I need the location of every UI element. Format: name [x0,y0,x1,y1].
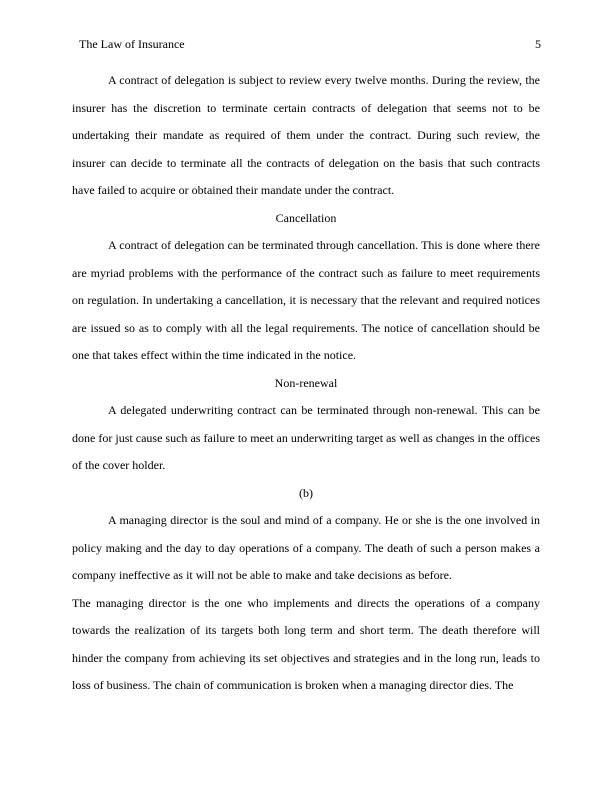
page-number: 5 [535,37,541,51]
paragraph-managing-director-implements: The managing director is the one who implements and directs the operations of a company towards the realization of its targets both long term and short term. The death therefore will hinder the company from achieving its set objectives and strategies and in the long run, leads to loss of business. The chain of communication is broken when a managing director dies. The [72,595,540,692]
paragraph-non-renewal: A delegated underwriting contract can be terminated through non-renewal. This can be done for just cause such as failure to meet an underwriting target as well as changes in the offices of the cover holder. [72,403,540,472]
document-body [72,67,540,700]
paragraph-managing-director-soul: A managing director is the soul and mind of a company. He or she is the one involved in policy making and the day to day operations of a company. The death of such a person makes a company ineffective as it will not be able to make and take decisions as before. [72,513,540,582]
heading-non-renewal: Non-renewal [274,375,338,390]
heading-cancellation: Cancellation [275,210,337,225]
heading-part-b: (b) [299,485,313,500]
paragraph-cancellation: A contract of delegation can be terminated through cancellation. This is done where there are myriad problems with the performance of the contract such as failure to meet requirements on regulation. In undertaking a cancellation, it is necessary that the relevant and required notices are issued so as to comply with all the legal requirements. The notice of cancellation should be one that takes effect within the time indicated in the notice. [72,238,540,362]
paragraph-review: A contract of delegation is subject to review every twelve months. During the review, the insurer has the discretion to terminate certain contracts of delegation that seems not to be undertaking their mandate as required of them under the contract. During such review, the insurer can decide to terminate all the contracts of delegation on the basis that such contracts have failed to acquire or obtained their mandate under the contract. [72,73,540,197]
running-head: The Law of Insurance [79,37,185,51]
